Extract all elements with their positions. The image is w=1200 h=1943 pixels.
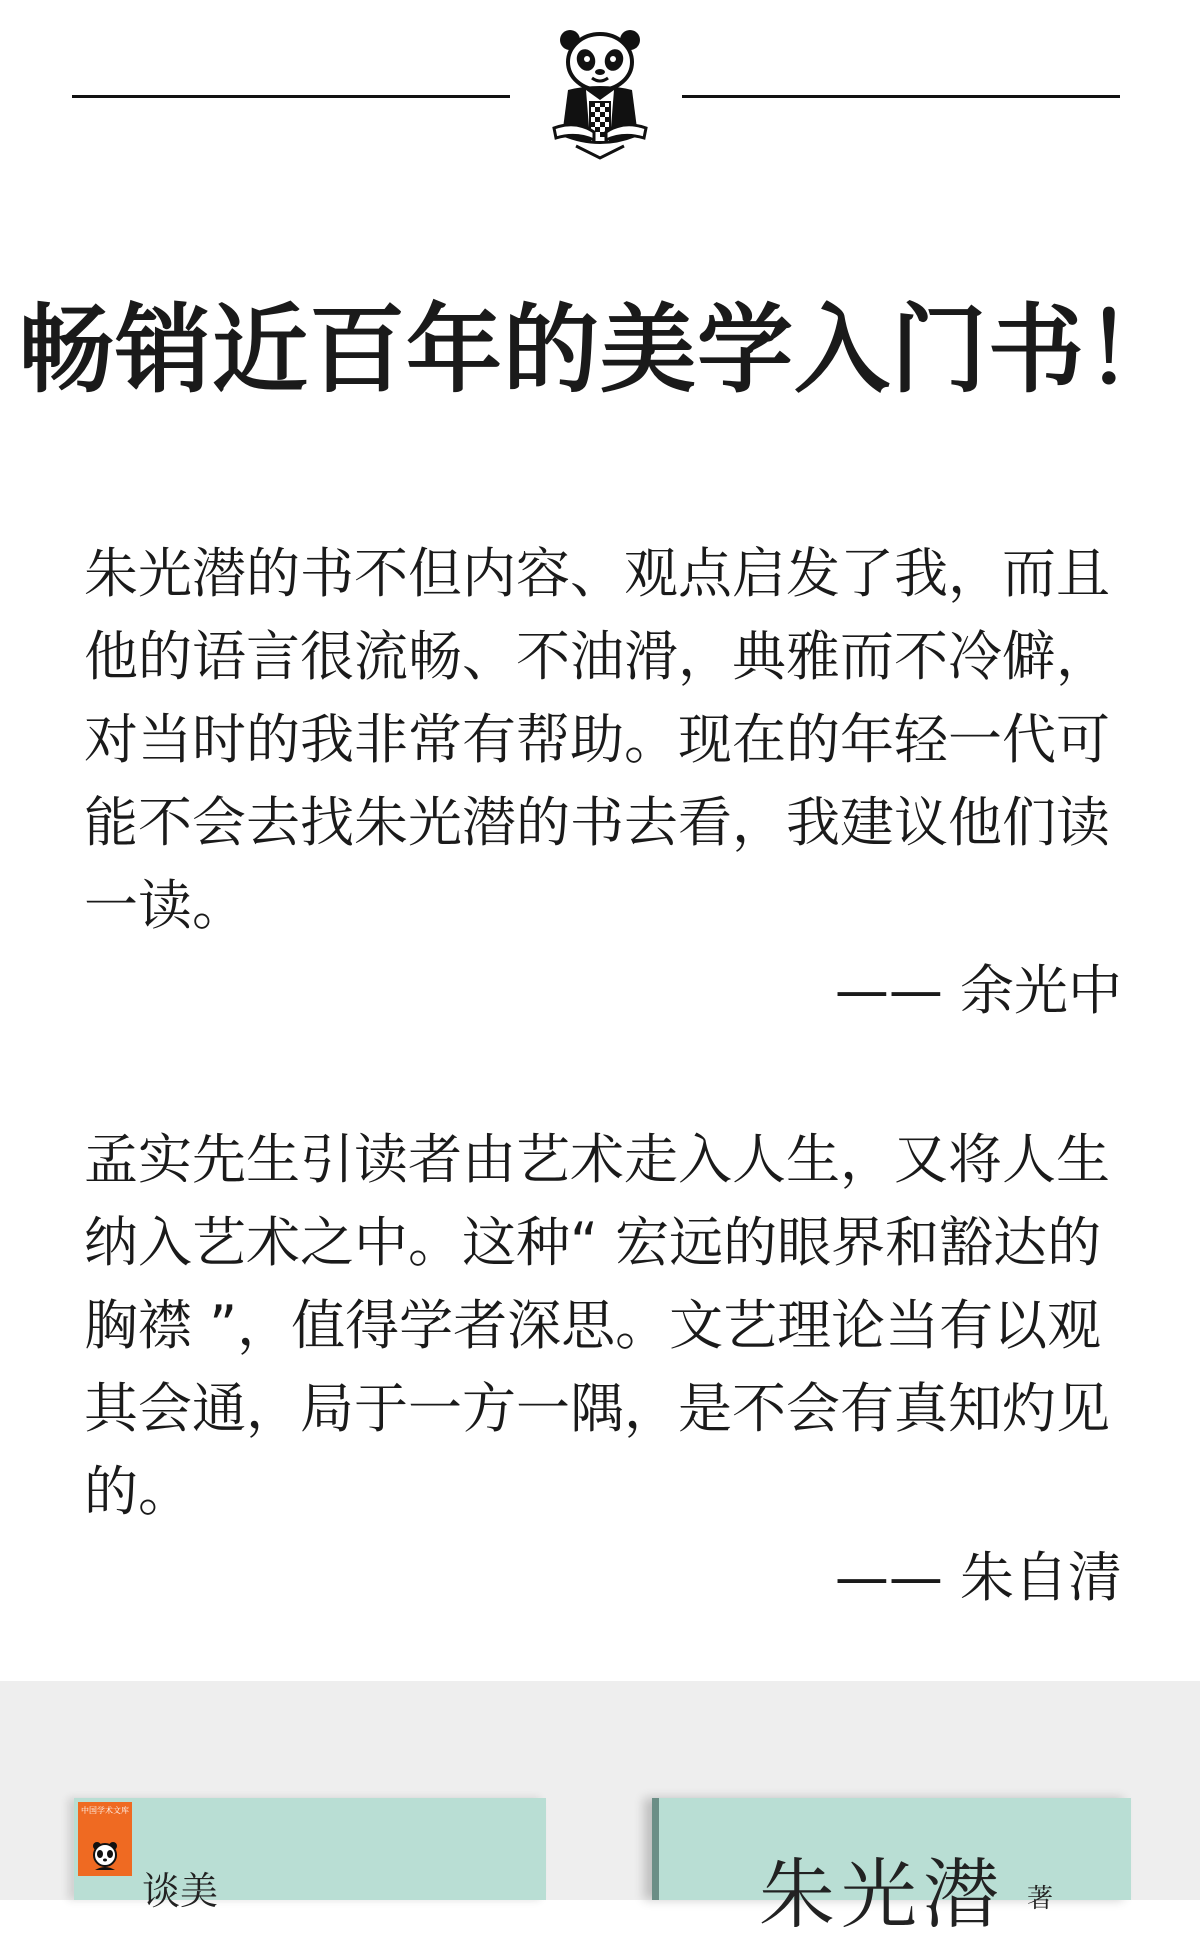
book-cover-1 — [74, 1798, 546, 1913]
quote-attribution-2: —— 朱自清 — [834, 1546, 1122, 1609]
book-cover-2 — [652, 1798, 1131, 1939]
book-title: 谈美 — [142, 1869, 219, 1913]
quote-text-1: 朱光潜的书不但内容、观点启发了我，而且他的语言很流畅、不油滑，典雅而不冷僻，对当时的我非常有帮助。现在的年轻一代可能不会去找朱光潜的书去看，我建议他们读一读。 — [84, 542, 1110, 937]
book-author-suffix: 著 — [1027, 1884, 1054, 1914]
quote-text-2: 孟实先生引读者由艺术走入人生，又将人生纳入艺术之中。这种“ 宏远的眼界和豁达的胸襟 ”，值得学者深思。文艺理论当有以观其会通，局于一方一隅，是不会有真知灼见的。 — [84, 1128, 1110, 1523]
page-headline: 畅销近百年的美学入门书！ — [18, 294, 1182, 406]
series-badge — [78, 1802, 132, 1876]
panda-logo-icon — [546, 28, 654, 160]
series-badge-text: 中国学术文库 — [81, 1806, 129, 1815]
quote-attribution-1: —— 余光中 — [834, 959, 1122, 1022]
book-author: 朱光潜 — [759, 1850, 1005, 1939]
header-divider-right — [682, 95, 1120, 98]
header-divider-left — [72, 95, 510, 98]
panda-icon — [89, 1840, 121, 1872]
